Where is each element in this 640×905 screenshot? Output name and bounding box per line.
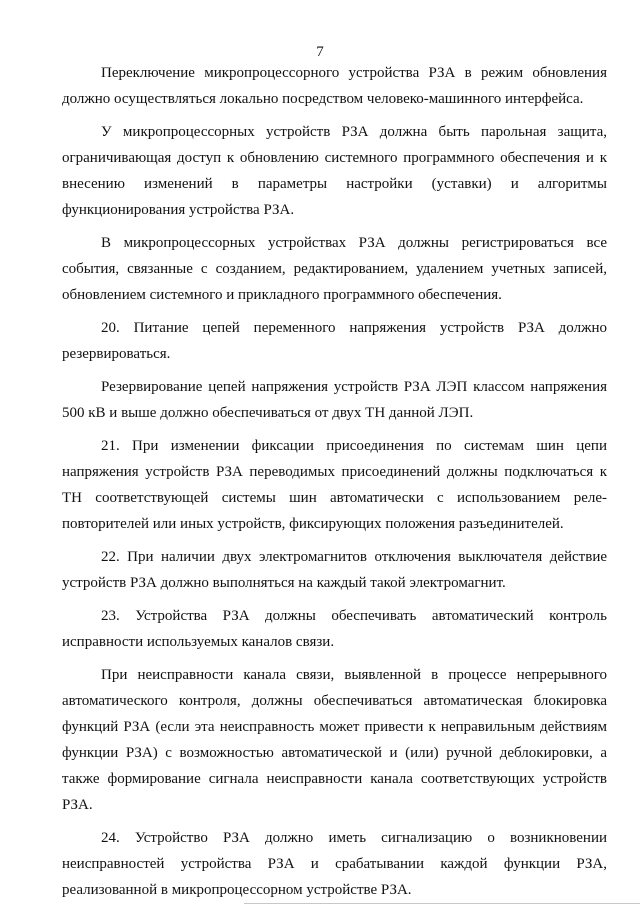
scan-edge-line: [244, 903, 640, 904]
document-body: [62, 60, 607, 903]
paragraph-item-23: 23. Устройства РЗА должны обеспечивать автоматический контроль исправности используемых каналов связи.: [62, 608, 607, 650]
paragraph-item-24: 24. Устройство РЗА должно иметь сигнализацию о возникновении неисправностей устройства РЗА и срабатывании каждой функции РЗА, реализованной в микропроцессорном устройстве РЗА.: [62, 830, 607, 898]
paragraph-channel-fault: При неисправности канала связи, выявленной в процессе непрерывного автоматического контроля, должны обеспечиваться автоматическая блокировка функций РЗА (если эта неисправность может привести к неправильным действиям функции РЗА) с возможностью автоматической и (или) ручной деблокировки, а также формирование сигнала неисправности канала соответствующих устройств РЗА.: [62, 667, 607, 813]
paragraph-voltage-redundancy: Резервирование цепей напряжения устройств РЗА ЛЭП классом напряжения 500 кВ и выше должно обеспечиваться от двух ТН данной ЛЭП.: [62, 379, 607, 421]
paragraph-password-protection: У микропроцессорных устройств РЗА должна быть парольная защита, ограничивающая доступ к обновлению системного программного обеспечения и к внесению изменений в параметры настройки (уставки) и алгоритмы функционирования устройства РЗА.: [62, 124, 607, 218]
paragraph-item-22: 22. При наличии двух электромагнитов отключения выключателя действие устройств РЗА должно выполняться на каждый такой электромагнит.: [62, 549, 607, 591]
paragraph-item-20: 20. Питание цепей переменного напряжения устройств РЗА должно резервироваться.: [62, 320, 607, 362]
paragraph-event-registration: В микропроцессорных устройствах РЗА должны регистрироваться все события, связанные с созданием, редактированием, удалением учетных записей, обновлением системного и прикладного программного обеспечения.: [62, 235, 607, 303]
paragraph-item-21: 21. При изменении фиксации присоединения по системам шин цепи напряжения устройств РЗА переводимых присоединений должны подключаться к ТН соответствующей системы шин автоматически с использованием реле-повторителей или иных устройств, фиксирующих положения разъединителей.: [62, 438, 607, 532]
page-number: 7: [316, 44, 324, 60]
paragraph-update-mode: Переключение микропроцессорного устройства РЗА в режим обновления должно осуществляться локально посредством человеко-машинного интерфейса.: [62, 65, 607, 107]
